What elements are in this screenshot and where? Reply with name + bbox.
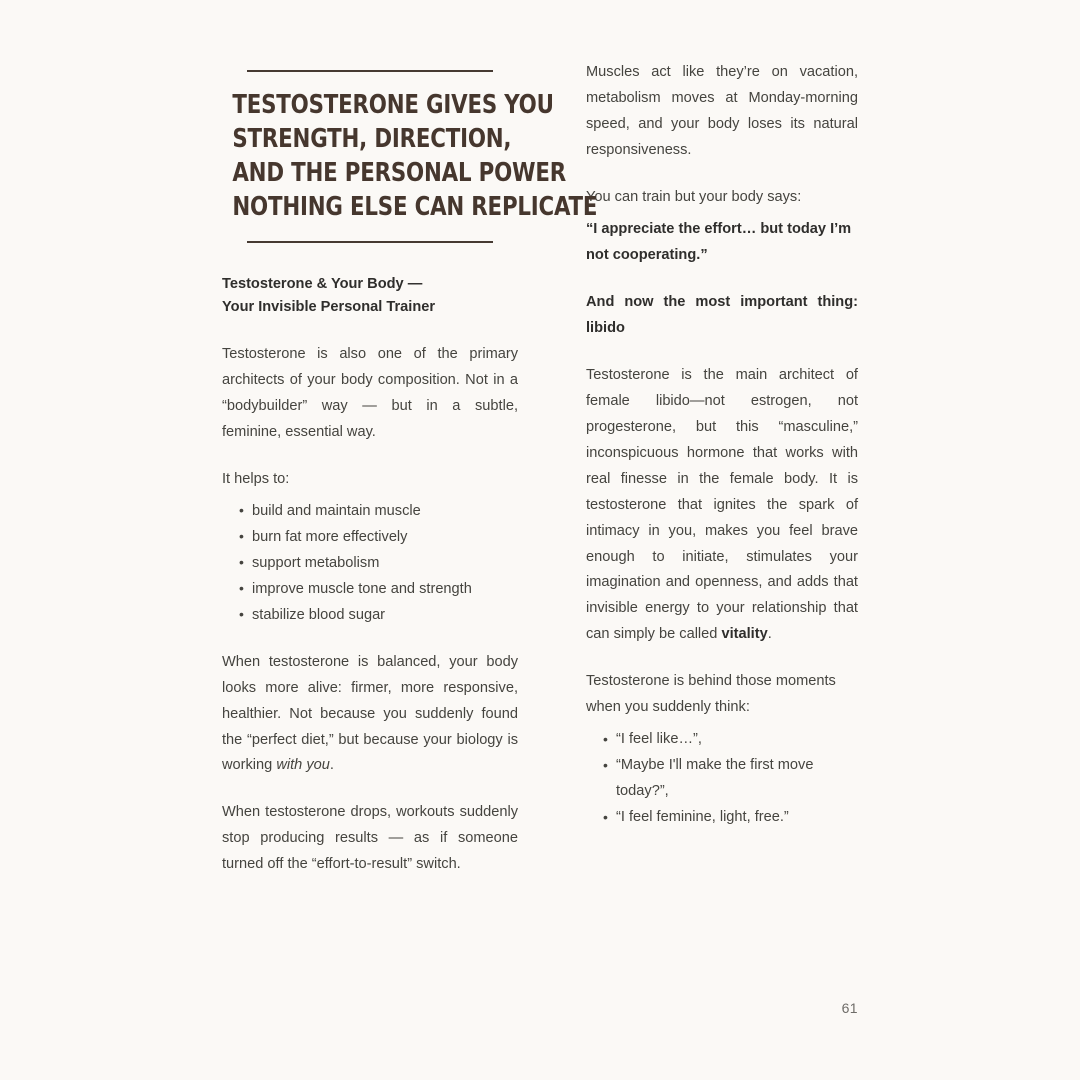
list-item: • “I feel like…”, — [603, 727, 858, 753]
chapter-title-block — [222, 70, 598, 243]
title-line-1: TESTOSTERONE GIVES YOU — [232, 90, 554, 120]
subheading-line-2: Your Invisible Personal Trainer — [222, 299, 436, 316]
right-section-heading: And now the most important thing: libido — [586, 293, 858, 336]
title-line-4: NOTHING ELSE CAN REPLICATE — [232, 192, 598, 223]
right-paragraph-2: You can train but your body says: — [586, 188, 802, 205]
list-item: • support metabolism — [239, 551, 518, 577]
left-paragraph-3: When testosterone drops, workouts suddenly stop producing results — as if someone turned off the “effort-to-result” switch. — [222, 804, 518, 873]
list-item: • improve muscle tone and strength — [239, 577, 518, 603]
left-paragraph-2-emphasis: with you — [276, 757, 330, 774]
left-bullet-list — [222, 499, 518, 629]
left-paragraph-1: Testosterone is also one of the primary architects of your body composition. Not in a “bodybuilder” way — but in a subtle, feminine, essential way. — [222, 345, 518, 440]
right-paragraph-3-emphasis: vitality — [721, 626, 768, 643]
page-title — [232, 88, 598, 225]
section-subheading — [222, 273, 518, 320]
right-bullet-list — [586, 727, 858, 831]
list-item: • stabilize blood sugar — [239, 603, 518, 629]
page-number: 61 — [841, 1000, 858, 1016]
left-paragraph-2 — [222, 650, 518, 780]
title-top-rule — [247, 70, 493, 72]
two-column-layout — [222, 60, 858, 899]
list-item: • build and maintain muscle — [239, 499, 518, 525]
left-column — [222, 60, 598, 899]
left-paragraph-2-text: When testosterone is balanced, your body looks more alive: firmer, more responsive, healthier. Not because you suddenly found the “perfect diet,” but because your biology is working — [222, 653, 518, 774]
right-paragraph-3 — [586, 363, 858, 649]
title-bottom-rule — [247, 241, 493, 243]
right-paragraph-3-tail: . — [767, 626, 772, 643]
list-item: • “Maybe I'll make the first move today?”, — [603, 753, 858, 805]
right-column — [586, 60, 858, 852]
right-paragraph-1: Muscles act like they’re on vacation, metabolism moves at Monday-morning speed, and your body loses its natural responsiveness. — [586, 64, 858, 158]
list-item: • “I feel feminine, light, free.” — [603, 805, 858, 831]
right-paragraph-3-text: Testosterone is the main architect of female libido—not estrogen, not progesterone, but this “masculine,” inconspicuous hormone that works with real finesse in the female body. It is testosterone that ignites the spark of intimacy in you, makes you feel brave enough to initiate, stimulates your imagination and openness, and adds that invisible energy to your relationship that can simply be called — [586, 366, 858, 643]
right-paragraph-4: Testosterone is behind those moments when you suddenly think: — [586, 673, 836, 716]
left-list-intro: It helps to: — [222, 470, 290, 487]
body-quote: “I appreciate the effort… but today I’m not cooperating.” — [586, 220, 852, 263]
list-item: • burn fat more effectively — [239, 525, 518, 551]
title-line-2: STRENGTH, DIRECTION, — [232, 124, 512, 155]
subheading-line-1: Testosterone & Your Body — — [222, 275, 423, 292]
title-line-3: AND THE PERSONAL POWER — [232, 158, 567, 189]
left-paragraph-2-tail: . — [329, 757, 334, 774]
